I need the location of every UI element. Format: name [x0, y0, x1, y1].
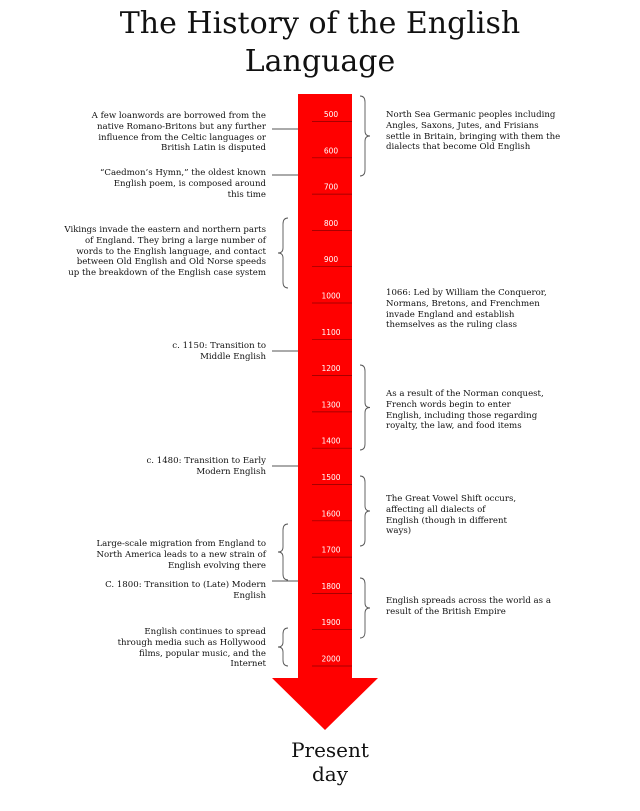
brace-media — [278, 628, 288, 666]
title-line-1: The History of the English — [119, 6, 521, 41]
note-french-words: As a result of the Norman conquest, French words begin to enter English, including those regarding royalty, the law, and food items — [386, 389, 544, 432]
note-north-america: Large-scale migration from England to North America leads to a new strain of English evolving there — [96, 539, 266, 571]
year-label-1600: 1600 — [321, 509, 341, 519]
note-middle-english: c. 1150: Transition to Middle English — [172, 341, 266, 362]
year-label-1500: 1500 — [321, 473, 341, 482]
note-british-empire: English spreads across the world as a result of the British Empire — [386, 596, 551, 617]
year-label-500: 500 — [323, 110, 339, 119]
year-label-1700: 1700 — [321, 545, 341, 555]
brace-vikings — [278, 218, 288, 288]
brace-vowel-shift — [360, 476, 370, 546]
note-early-modern-english: c. 1480: Transition to Early Modern English — [146, 456, 266, 477]
year-label-1300: 1300 — [321, 400, 341, 410]
brace-north-america — [278, 524, 288, 580]
present-label: Present — [291, 738, 369, 762]
year-label-1000: 1000 — [321, 291, 341, 301]
brace-french-words — [360, 365, 370, 450]
note-late-modern-english: C. 1800: Transition to (Late) Modern English — [105, 580, 266, 601]
year-label-1200: 1200 — [321, 364, 341, 374]
year-label-1100: 1100 — [321, 327, 341, 337]
note-caedmons-hymn: “Caedmon’s Hymn,” the oldest known English poem, is composed around this time — [99, 168, 266, 200]
year-label-900: 900 — [323, 255, 339, 265]
note-celtic-loanwords: A few loanwords are borrowed from the native Romano-Britons but any further influence from the Celtic languages or British Latin is disputed — [91, 111, 266, 154]
note-viking-invasion: Vikings invade the eastern and northern parts of England. They bring a large number of words to the English language, and contact between Old English and Old Norse speeds up the breakdown of the English case system — [64, 225, 266, 279]
brace-british-empire — [360, 578, 370, 638]
year-label-700: 700 — [323, 182, 339, 192]
year-label-1900: 1900 — [321, 618, 341, 628]
note-norman-invasion: 1066: Led by William the Conqueror, Normans, Bretons, and Frenchmen invade England and establish themselves as the ruling class — [386, 288, 547, 331]
year-label-800: 800 — [323, 218, 339, 228]
day-label: day — [311, 762, 349, 786]
year-label-1400: 1400 — [321, 436, 341, 446]
title-line-2: Language — [244, 44, 396, 79]
note-media-spread: English continues to spread through media such as Hollywood films, popular music, and the Internet — [117, 627, 266, 670]
note-germanic-settlement: North Sea Germanic peoples including Angles, Saxons, Jutes, and Frisians settle in Britain, bringing with them the dialects that become Old English — [386, 110, 561, 153]
year-label-600: 600 — [323, 146, 339, 156]
year-label-2000: 2000 — [321, 654, 341, 664]
note-great-vowel-shift: The Great Vowel Shift occurs, affecting all dialects of English (though in different ways) — [386, 494, 517, 537]
year-label-1800: 1800 — [321, 581, 341, 591]
brace-germanic — [360, 96, 370, 176]
